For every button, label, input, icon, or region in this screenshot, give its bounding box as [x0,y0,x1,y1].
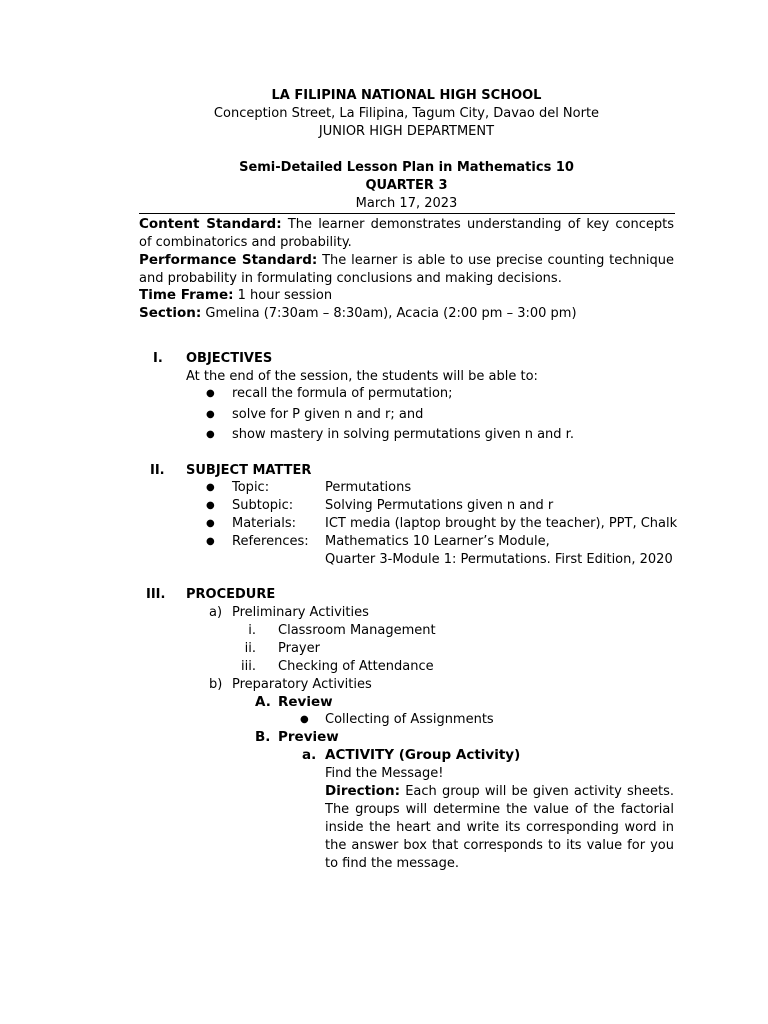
direction-text: Each group will be given activity sheets. The groups will determine the value of the factorial inside the heart and write its corresponding word in the answer box that corresponds to its value for you to find the message. [325,784,675,871]
preparatory-activities-label: Preparatory Activities [232,677,372,692]
review-marker: A. [255,694,271,710]
prelim-marker: ii. [244,641,256,656]
department: JUNIOR HIGH DEPARTMENT [318,124,495,139]
preview-marker: B. [255,729,271,745]
preliminary-activities-label: Preliminary Activities [232,605,369,620]
section [139,304,577,323]
objective-item: recall the formula of permutation; [232,386,453,401]
subject-row-value: Solving Permutations given n and r [325,498,554,513]
time-frame [139,286,332,305]
bullet-icon: ● [206,536,215,547]
bullet-icon: ● [206,500,215,511]
bullet-icon: ● [300,714,309,725]
objectives-numeral: I. [153,351,163,366]
objective-item: solve for P given n and r; and [232,407,424,422]
procedure-numeral: III. [146,587,166,602]
review-item: Collecting of Assignments [325,712,494,727]
subject-row-label: Materials: [232,516,296,531]
activity-title: Find the Message! [325,766,444,781]
content-standard-label: Content Standard: [139,216,282,232]
subject-row-label: Subtopic: [232,498,294,513]
time-frame-label: Time Frame: [139,287,234,303]
prelim-item: Checking of Attendance [278,659,434,674]
bullet-icon: ● [206,518,215,529]
objectives-intro: At the end of the session, the students will be able to: [186,369,538,384]
procedure-b-marker: b) [209,677,223,692]
objective-item: show mastery in solving permutations given n and r. [232,427,574,442]
school-address: Conception Street, La Filipina, Tagum City, Davao del Norte [213,106,600,121]
procedure-heading: PROCEDURE [186,587,276,602]
bullet-icon: ● [206,388,215,399]
performance-standard-text: The learner is able to use precise counting technique and probability in formulating conclusions and making decisions. [139,253,674,286]
subject-row-value-continued: Quarter 3-Module 1: Permutations. First Edition, 2020 [325,552,673,567]
school-name: LA FILIPINA NATIONAL HIGH SCHOOL [271,88,542,103]
subject-row-value: ICT media (laptop brought by the teacher), PPT, Chalk [325,516,678,531]
prelim-marker: iii. [241,659,256,674]
content-standard [139,215,674,252]
procedure-a-marker: a) [209,605,223,620]
bullet-icon: ● [206,482,215,493]
subject-row-label: References: [232,534,309,549]
prelim-item: Classroom Management [278,623,436,638]
direction-label: Direction: [325,783,401,799]
performance-standard-label: Performance Standard: [139,252,318,268]
subject-matter-numeral: II. [150,463,165,478]
prelim-marker: i. [248,623,256,638]
subject-row-label: Topic: [232,480,270,495]
content-standard-text: The learner demonstrates understanding of key concepts of combinatorics and probability. [139,217,674,250]
prelim-item: Prayer [278,641,320,656]
activity-label: ACTIVITY (Group Activity) [325,747,521,763]
plan-date: March 17, 2023 [355,196,458,211]
section-label: Section: [139,305,202,321]
subject-matter-heading: SUBJECT MATTER [186,463,312,478]
activity-direction [325,782,674,873]
performance-standard [139,251,674,288]
preview-label: Preview [278,729,339,745]
time-frame-text: 1 hour session [237,288,333,303]
quarter: QUARTER 3 [365,178,448,193]
bullet-icon: ● [206,409,215,420]
objectives-heading: OBJECTIVES [186,351,273,366]
header-divider [139,213,675,214]
plan-title: Semi-Detailed Lesson Plan in Mathematics 10 [239,160,574,175]
activity-marker: a. [302,747,317,763]
subject-row-value: Mathematics 10 Learner’s Module, [325,534,550,549]
section-text: Gmelina (7:30am – 8:30am), Acacia (2:00 pm – 3:00 pm) [205,306,577,321]
subject-row-value: Permutations [325,480,412,495]
bullet-icon: ● [206,429,215,440]
review-label: Review [278,694,333,710]
